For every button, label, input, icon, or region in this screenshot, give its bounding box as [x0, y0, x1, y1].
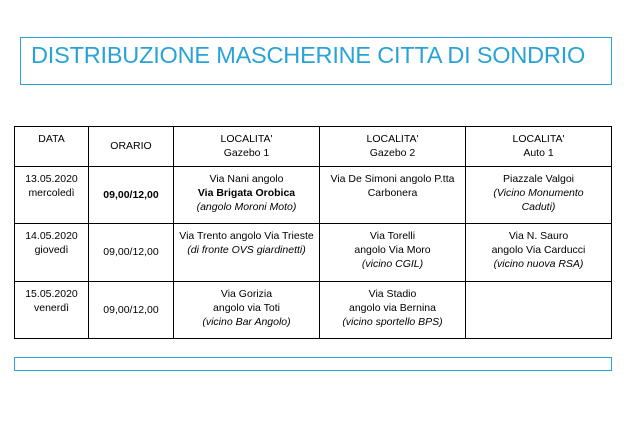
title-box	[20, 37, 612, 85]
page-title: DISTRIBUZIONE MASCHERINE CITTA DI SONDRIO	[31, 42, 586, 68]
header-gazebo-2-line2: Gazebo 2	[369, 147, 416, 159]
location-line: Via De Simoni angolo P.tta	[330, 173, 455, 185]
cell-gazebo-1	[174, 224, 320, 281]
location-note: (vicino Bar Angolo)	[202, 315, 291, 328]
cell-gazebo-2	[320, 224, 466, 281]
table-row	[15, 224, 612, 281]
location-line: Via Gorizia	[220, 287, 273, 300]
header-gazebo-1-line2: Gazebo 1	[223, 147, 270, 159]
location-line: angolo via Toti	[213, 301, 280, 314]
time-value: 09,00/12,00	[103, 303, 159, 316]
cell-time	[89, 167, 174, 224]
time-value: 09,00/12,00	[103, 189, 159, 202]
header-gazebo-2	[320, 127, 466, 167]
header-gazebo-1-line1: LOCALITA'	[220, 133, 273, 145]
cell-auto-1	[466, 281, 612, 338]
location-line: Piazzale Valgoi	[502, 173, 574, 185]
location-line: Via Trento angolo Via Trieste	[179, 230, 314, 243]
cell-date	[15, 167, 89, 224]
header-auto-1-line2: Auto 1	[523, 147, 554, 159]
location-line: angolo via Bernina	[349, 301, 436, 314]
schedule-table	[14, 126, 612, 339]
header-gazebo-2-line1: LOCALITA'	[366, 133, 419, 145]
header-orario	[89, 127, 174, 167]
table-row	[15, 281, 612, 338]
location-note: (vicino CGIL)	[361, 258, 424, 271]
location-line: Via Brigata Orobica	[197, 187, 296, 199]
location-note: (di fronte OVS giardinetti)	[187, 244, 306, 257]
location-line: Carbonera	[367, 187, 418, 199]
day-value: venerdì	[33, 301, 70, 314]
location-note: (angolo Moroni Moto)	[196, 201, 297, 213]
cell-gazebo-2	[320, 281, 466, 338]
location-note: (Vicino Monumento	[493, 187, 584, 199]
cell-auto-1	[466, 167, 612, 224]
cell-auto-1	[466, 224, 612, 281]
location-line: Via N. Sauro	[508, 230, 569, 243]
date-value: 15.05.2020	[25, 287, 78, 300]
cell-time	[89, 281, 174, 338]
cell-time	[89, 224, 174, 281]
header-auto-1	[466, 127, 612, 167]
table-header-row	[15, 127, 612, 167]
header-data	[15, 127, 89, 167]
table-row	[15, 167, 612, 224]
header-orario-label: ORARIO	[110, 140, 152, 152]
footer-box	[14, 357, 612, 371]
header-auto-1-line1: LOCALITA'	[512, 133, 565, 145]
cell-gazebo-1	[174, 167, 320, 224]
location-line: angolo Via Moro	[354, 244, 431, 257]
location-line: Via Nani angolo	[209, 173, 284, 185]
location-note: (vicino nuova RSA)	[493, 258, 584, 271]
cell-gazebo-1	[174, 281, 320, 338]
location-line: Via Stadio	[368, 287, 417, 300]
location-line: angolo Via Carducci	[491, 244, 586, 257]
header-data-label: DATA	[38, 133, 65, 145]
time-value: 09,00/12,00	[103, 246, 159, 259]
location-line: Via Torelli	[369, 230, 416, 243]
cell-date	[15, 224, 89, 281]
location-note: (vicino sportello BPS)	[342, 315, 443, 328]
cell-date	[15, 281, 89, 338]
cell-gazebo-2	[320, 167, 466, 224]
day-value: mercoledì	[28, 187, 75, 199]
location-note: Caduti)	[521, 201, 556, 213]
date-value: 14.05.2020	[25, 230, 78, 243]
date-value: 13.05.2020	[25, 173, 78, 185]
header-gazebo-1	[174, 127, 320, 167]
day-value: giovedì	[34, 244, 69, 257]
